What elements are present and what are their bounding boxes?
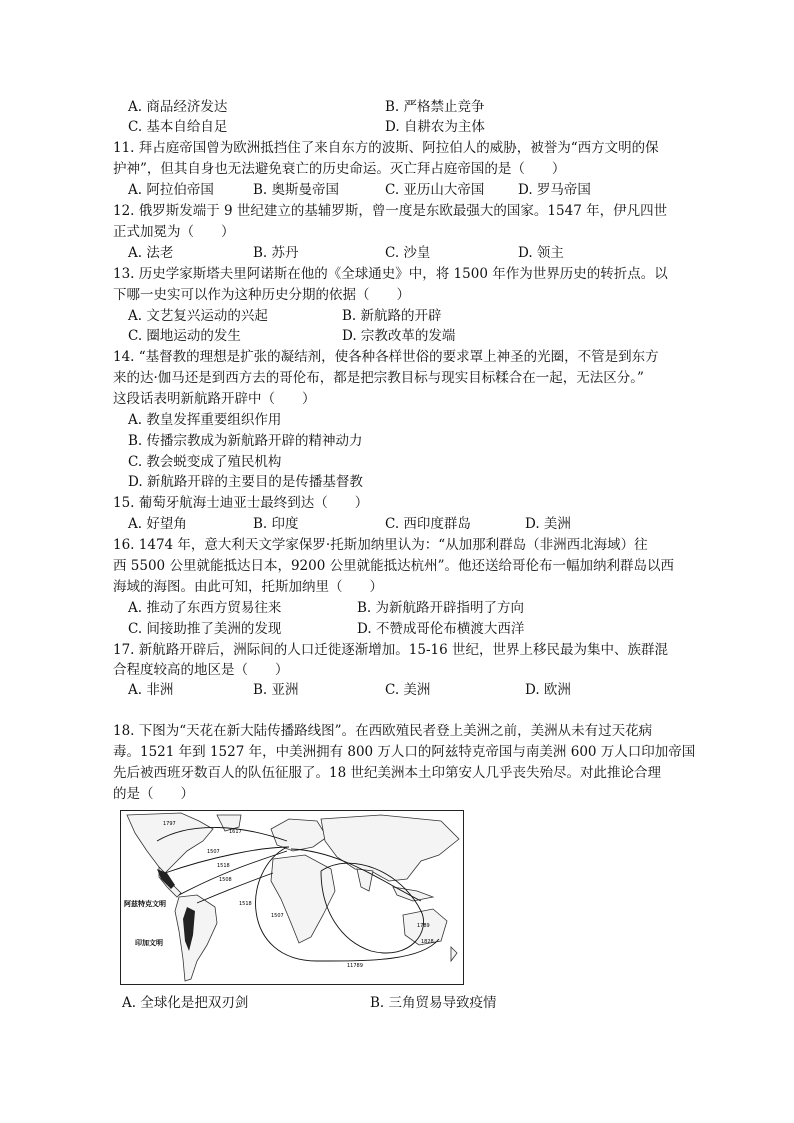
q13-option-b: B. 新航路的开辟	[342, 308, 442, 324]
new-zealand-landmass	[451, 947, 457, 961]
q12-stem-2: 正式加冕为（ ）	[113, 224, 235, 240]
map-year-label: 1508	[219, 877, 232, 883]
q14-stem-2: 来的达·伽马还是到西方去的哥伦布，都是把宗教目标与现实目标糅合在一起，无法区分。”	[113, 370, 644, 386]
map-year-label: 1828	[421, 939, 434, 945]
q16-option-a: A. 推动了东西方贸易往来	[128, 600, 282, 616]
map-label-aztec: 阿兹特克文明	[124, 900, 166, 908]
q15-option-c: C. 西印度群岛	[385, 516, 471, 532]
asia-landmass	[321, 815, 459, 881]
q15-option-b: B. 印度	[253, 516, 299, 532]
q14-option-d: D. 新航路开辟的主要目的是传播基督教	[128, 474, 363, 490]
q12-option-b: B. 苏丹	[253, 245, 299, 261]
q14-option-b: B. 传播宗教成为新航路开辟的精神动力	[128, 433, 363, 449]
q16-stem-3: 海域的海图。由此可知，托斯加纳里（ ）	[113, 579, 383, 595]
map-year-label: 1789	[417, 923, 430, 929]
q12-stem-1: 12. 俄罗斯发端于 9 世纪建立的基辅罗斯，曾一度是东欧最强大的国家。1547 年，伊凡四世	[113, 203, 668, 219]
q15-option-d: D. 美洲	[525, 516, 571, 532]
map-year-label: 1507	[207, 849, 220, 855]
q14-option-c: C. 教会蜕变成了殖民机构	[128, 454, 282, 470]
q13-stem-2: 下哪一史实可以作为这种历史分期的依据（ ）	[113, 287, 410, 303]
q18-stem-4: 的是（ ）	[113, 786, 194, 802]
q11-option-a: A. 阿拉伯帝国	[128, 182, 214, 198]
q12-option-d: D. 领主	[518, 245, 564, 261]
map-year-label: 1617	[229, 829, 242, 835]
q18-stem-2: 毒。1521 年到 1527 年，中美洲拥有 800 万人口的阿兹特克帝国与南美洲 600 万人口印加帝国	[113, 744, 696, 760]
q18-stem-3: 先后被西班牙数百人的队伍征服了。18 世纪美洲本土印第安人几乎丧失殆尽。对此推论合理	[113, 765, 661, 781]
route-africa-to-americas	[197, 873, 273, 903]
q14-option-a: A. 教皇发挥重要组织作用	[128, 412, 282, 428]
q18-stem-1: 18. 下图为“天花在新大陆传播路线图”。在西欧殖民者登上美洲之前，美洲从未有过天花病	[113, 723, 653, 739]
q17-option-a: A. 非洲	[128, 682, 174, 698]
south-america-landmass	[175, 895, 217, 981]
q17-option-d: D. 欧洲	[525, 682, 571, 698]
q13-option-d: D. 宗教改革的发端	[342, 328, 456, 344]
q18-option-a: A. 全球化是把双刃剑	[122, 995, 249, 1011]
map-year-label: 1797	[163, 821, 176, 827]
q15-stem-1: 15. 葡萄牙航海士迪亚士最终到达（ ）	[113, 495, 369, 511]
q16-option-c: C. 间接助推了美洲的发现	[128, 621, 282, 637]
map-label-inca: 印加文明	[135, 939, 163, 947]
q16-stem-2: 西 5500 公里就能抵达日本，9200 公里就能抵达杭州”。他还送给哥伦布一幅加纳利群岛以西	[113, 558, 674, 574]
q13-option-c: C. 圈地运动的发生	[128, 328, 241, 344]
q16-option-b: B. 为新航路开辟指明了方向	[357, 600, 525, 616]
q17-option-c: C. 美洲	[385, 682, 431, 698]
q10-option-c: C. 基本自给自足	[128, 119, 228, 135]
q18-option-b: B. 三角贸易导致疫情	[370, 995, 497, 1011]
map-graphic	[121, 811, 463, 984]
q11-option-d: D. 罗马帝国	[518, 182, 591, 198]
q16-stem-1: 16. 1474 年，意大利天文学家保罗·托斯加纳里认为：“从加那利群岛（非洲西北海域）往	[113, 537, 648, 553]
map-year-label: 1507	[271, 913, 284, 919]
q13-stem-1: 13. 历史学家斯塔夫里阿诺斯在他的《全球通史》中，将 1500 年作为世界历史的转折点。以	[113, 266, 668, 282]
q17-stem-2: 合程度较高的地区是（ ）	[113, 662, 289, 678]
map-year-label: 1518	[217, 863, 230, 869]
q11-option-c: C. 亚历山大帝国	[385, 182, 485, 198]
q17-stem-1: 17. 新航路开辟后，洲际间的人口迁徙逐渐增加。15-16 世纪，世界上移民最为集中、族群混	[113, 642, 668, 658]
q10-option-b: B. 严格禁止竞争	[385, 99, 485, 115]
map-year-label: 11789	[347, 963, 363, 969]
india-landmass	[357, 869, 373, 891]
q10-option-a: A. 商品经济发达	[128, 99, 228, 115]
q11-stem-1: 11. 拜占庭帝国曾为欧洲抵挡住了来自东方的波斯、阿拉伯人的威胁，被誉为“西方文明的保	[113, 140, 659, 156]
q14-stem-1: 14. “基督教的理想是扩张的凝结剂，使各种各样世俗的要求罩上神圣的光圈，不管是到东方	[113, 349, 659, 365]
europe-landmass	[271, 819, 327, 851]
q11-stem-2: 护神”，但其自身也无法避免衰亡的历史命运。灭亡拜占庭帝国的是（ ）	[113, 161, 566, 177]
q11-option-b: B. 奥斯曼帝国	[253, 182, 340, 198]
smallpox-spread-map	[120, 810, 464, 985]
q12-option-a: A. 法老	[128, 245, 174, 261]
q13-option-a: A. 文艺复兴运动的兴起	[128, 308, 268, 324]
q10-option-d: D. 自耕农为主体	[385, 119, 485, 135]
q12-option-c: C. 沙皇	[385, 245, 431, 261]
map-year-label: 1518	[239, 901, 252, 907]
q16-option-d: D. 不赞成哥伦布横渡大西洋	[357, 621, 525, 637]
q15-option-a: A. 好望角	[128, 516, 187, 532]
q14-stem-3: 这段话表明新航路开辟中（ ）	[113, 391, 316, 407]
q17-option-b: B. 亚洲	[253, 682, 299, 698]
